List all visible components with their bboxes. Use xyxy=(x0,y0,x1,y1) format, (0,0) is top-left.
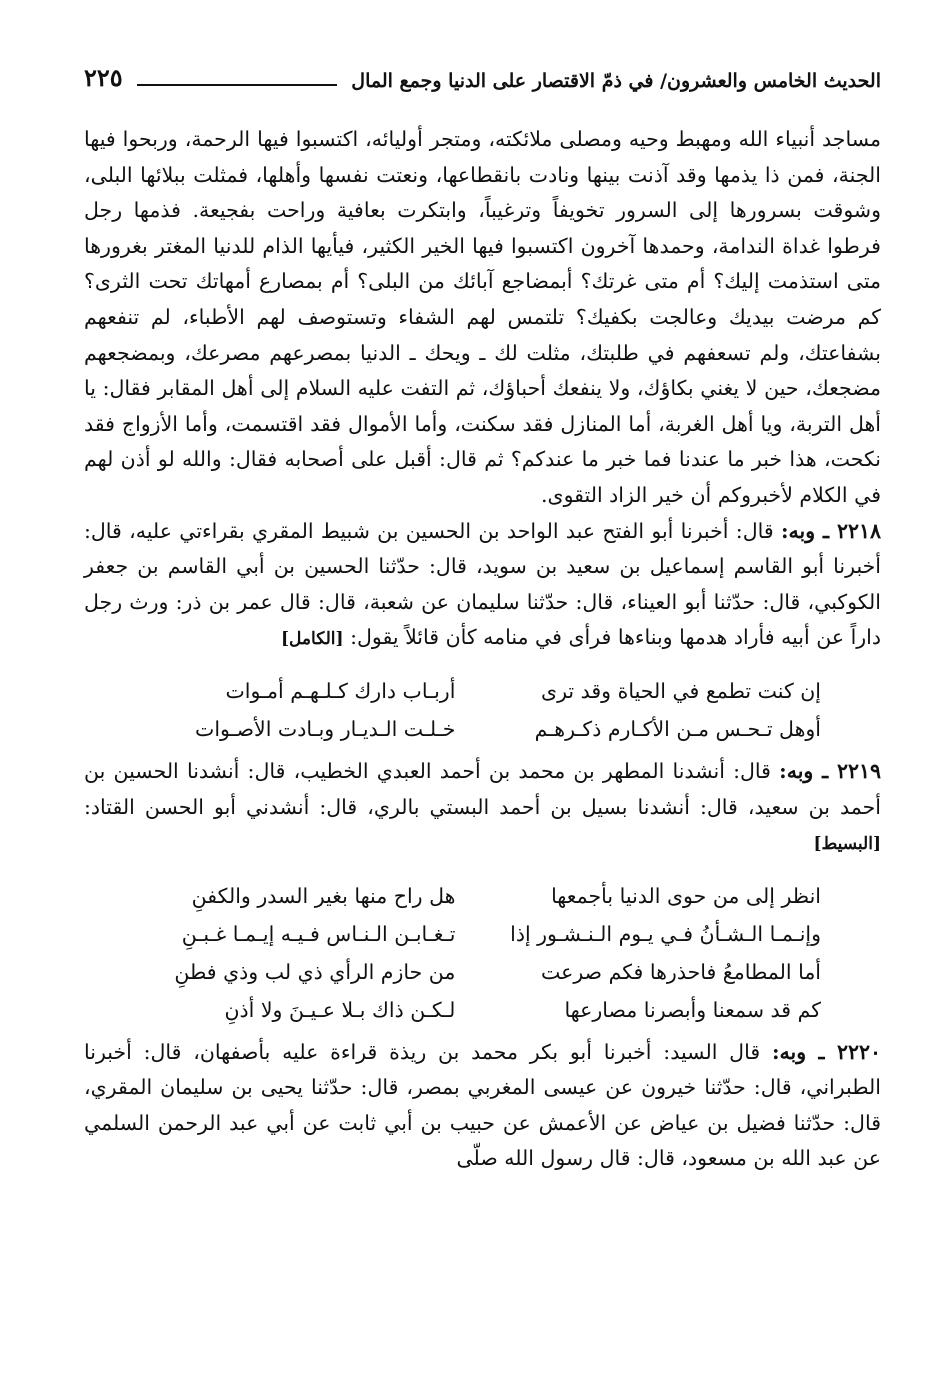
verse-second-hemistich: لـكـن ذاك بـلا عـيـنَ ولا أذنِ xyxy=(224,997,456,1022)
page-header xyxy=(84,50,881,92)
verse-first-hemistich: أوهل تـحـس مـن الأكـارم ذكـرهـم xyxy=(534,716,821,741)
hadith-2219 xyxy=(84,754,881,863)
verse xyxy=(144,991,821,1029)
hadith-text: قال: أخبرنا أبو الفتح عبد الواحد بن الحسين بن شبيط المقري بقراءتي عليه، قال: أخبرنا أبو القاسم إسماعيل بن سعيد بن سويد، قال: حدّثنا الحسين بن أبي القاسم بن جعفر الكوكبي، قال: حدّثنا أبو العيناء، قال: حدّثنا سليمان عن شعبة، قال: قال عمر بن ذر: ورث رجل داراً عن أبيه فأراد هدمها وبناءها فرأى في منامه كأن قائلاً يقول: xyxy=(84,518,881,650)
poem-2219 xyxy=(144,877,821,1029)
page-number: ٢٢٥ xyxy=(84,63,123,92)
verse xyxy=(144,915,821,953)
continuation-paragraph: مساجد أنبياء الله ومهبط وحيه ومصلى ملائكته، ومتجر أوليائه، اكتسبوا فيها الرحمة، وربحوا فيها الجنة، فمن ذا يذمها وقد آذنت بينها ونادت بانقطاعها، ونعتت نفسها وأهلها، فمثلت ببلائها البلى، وشوقت بسرورها إلى السرور تخويفاً وترغيباً، وابتكرت بعافية وراحت بفجيعة. فذمها رجل فرطوا غداة الندامة، وحمدها آخرون اكتسبوا فيها الخير الكثير، فيأيها الذام للدنيا المغتر بغرورها متى استذمت إليك؟ أم متى غرتك؟ أبمضاجع آبائك من البلى؟ أم بمصارع أمهاتك تحت الثرى؟ كم مرضت بيديك وعالجت بكفيك؟ تلتمس لهم الشفاء وتستوصف لهم الأطباء، لم تنفعهم بشفاعتك، ولم تسعفهم في طلبتك، مثلت لك ـ ويحك ـ الدنيا بمصرعهم مصرعك، وبمضجعهم مضجعك، حين لا يغني بكاؤك، ولا ينفعك أحباؤك، ثم التفت عليه السلام إلى أهل المقابر فقال: يا أهل التربة، ويا أهل الغربة، أما المنازل فقد سكنت، وأما الأموال فقد اقتسمت، وأما الأزواج فقد نكحت، هذا خبر ما عندنا فما خبر ما عندكم؟ ثم قال: أقبل على أصحابه فقال: والله لو أذن لهم في الكلام لأخبروكم أن خير الزاد التقوى. xyxy=(84,127,881,507)
verse xyxy=(144,672,821,710)
verse-second-hemistich: أربـاب دارك كـلـهـم أمـوات xyxy=(225,678,456,703)
running-title: الحديث الخامس والعشرون/ في ذمّ الاقتصار على الدنيا وجمع المال xyxy=(351,70,881,92)
hadith-text: قال: أنشدنا المطهر بن محمد بن أحمد العبدي الخطيب، قال: أنشدنا الحسين بن أحمد بن سعيد، قال: أنشدنا بسيل بن أحمد البستي بالري، قال: أنشدني أبو الحسن القتاد: xyxy=(84,758,881,819)
verse-second-hemistich: هل راح منها بغير السدر والكفنِ xyxy=(191,883,456,908)
hadith-number: ٢٢١٨ ـ وبه: xyxy=(780,518,881,543)
verse xyxy=(144,710,821,748)
hadith-text: قال السيد: أخبرنا أبو بكر محمد بن ريذة قراءة عليه بأصفهان، قال: أخبرنا الطبراني، قال: حدّثنا خيرون عن عيسى المغربي بمصر، قال: حدّثنا يحيى بن سليمان المقري، قال: حدّثنا فضيل بن عياض عن الأعمش عن حبيب بن أبي ثابت عن أبي عبد الرحمن السلمي عن عبد الله بن مسعود، قال: قال رسول الله صلّى xyxy=(84,1039,881,1171)
verse-second-hemistich: من حازم الرأي ذي لب وذي فطنِ xyxy=(174,959,456,984)
verse-second-hemistich: خـلـت الـديـار وبـادت الأصـوات xyxy=(195,716,456,741)
verse-second-hemistich: تـغـابـن الـنـاس فـيـه إيـمـا غـبـنِ xyxy=(181,921,456,946)
poem-2218 xyxy=(144,672,821,748)
hadith-2220 xyxy=(84,1035,881,1177)
verse-first-hemistich: كم قد سمعنا وأبصرنا مصارعها xyxy=(564,997,821,1022)
hadith-number: ٢٢٢٠ ـ وبه: xyxy=(771,1039,881,1064)
verse-first-hemistich: وإنـمـا الـشـأنُ فـي يـوم الـنـشـور إذا xyxy=(510,921,821,946)
hadith-number: ٢٢١٩ ـ وبه: xyxy=(779,758,881,783)
hadith-2218 xyxy=(84,514,881,658)
verse xyxy=(144,953,821,991)
page-body xyxy=(84,122,881,1177)
verse xyxy=(144,877,821,915)
verse-first-hemistich: إن كنت تطمع في الحياة وقد ترى xyxy=(541,678,821,703)
verse-first-hemistich: أما المطامعُ فاحذرها فكم صرعت xyxy=(540,959,821,984)
verse-first-hemistich: انظر إلى من حوى الدنيا بأجمعها xyxy=(551,883,821,908)
poetic-meter-label: [الكامل] xyxy=(281,629,344,650)
poetic-meter-label: [البسيط] xyxy=(813,834,881,855)
header-rule xyxy=(137,84,338,86)
